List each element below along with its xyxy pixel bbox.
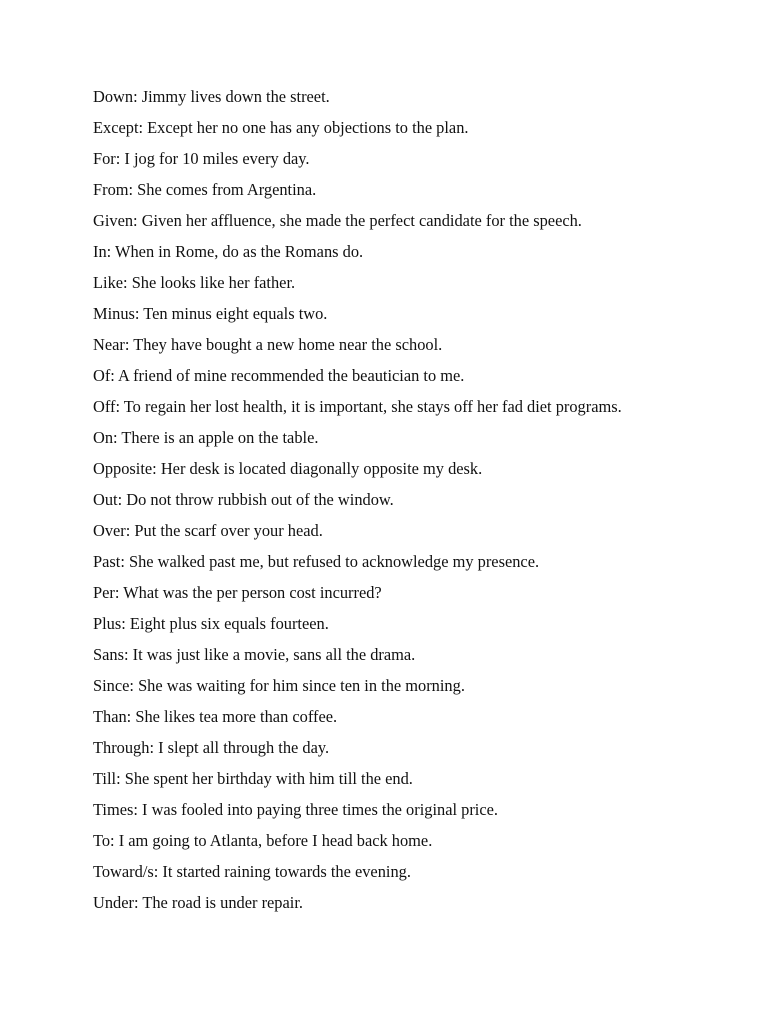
entry-opposite: Opposite: Her desk is located diagonally opposite my desk. [93,459,483,478]
entry-near: Near: They have bought a new home near the school. [93,335,443,354]
entry-down: Down: Jimmy lives down the street. [93,87,330,106]
entry-minus: Minus: Ten minus eight equals two. [93,304,328,323]
entry-for: For: I jog for 10 miles every day. [93,149,310,168]
entry-like: Like: She looks like her father. [93,273,296,292]
entry-off: Off: To regain her lost health, it is important, she stays off her fad diet programs. [93,397,622,416]
entry-than: Than: She likes tea more than coffee. [93,707,338,726]
entry-towards: Toward/s: It started raining towards the evening. [93,862,411,881]
preposition-example-list [93,86,693,923]
entry-over: Over: Put the scarf over your head. [93,521,323,540]
entry-under: Under: The road is under repair. [93,893,303,912]
entry-given: Given: Given her affluence, she made the perfect candidate for the speech. [93,211,582,230]
entry-times: Times: I was fooled into paying three times the original price. [93,800,498,819]
entry-to: To: I am going to Atlanta, before I head back home. [93,831,433,850]
entry-out: Out: Do not throw rubbish out of the window. [93,490,394,509]
entry-per: Per: What was the per person cost incurred? [93,583,382,602]
entry-from: From: She comes from Argentina. [93,180,317,199]
entry-of: Of: A friend of mine recommended the beautician to me. [93,366,465,385]
entry-past: Past: She walked past me, but refused to acknowledge my presence. [93,552,540,571]
entry-on: On: There is an apple on the table. [93,428,319,447]
entry-sans: Sans: It was just like a movie, sans all the drama. [93,645,416,664]
entry-till: Till: She spent her birthday with him till the end. [93,769,413,788]
entry-in: In: When in Rome, do as the Romans do. [93,242,364,261]
entry-plus: Plus: Eight plus six equals fourteen. [93,614,329,633]
entry-except: Except: Except her no one has any objections to the plan. [93,118,469,137]
entry-through: Through: I slept all through the day. [93,738,330,757]
entry-since: Since: She was waiting for him since ten in the morning. [93,676,465,695]
